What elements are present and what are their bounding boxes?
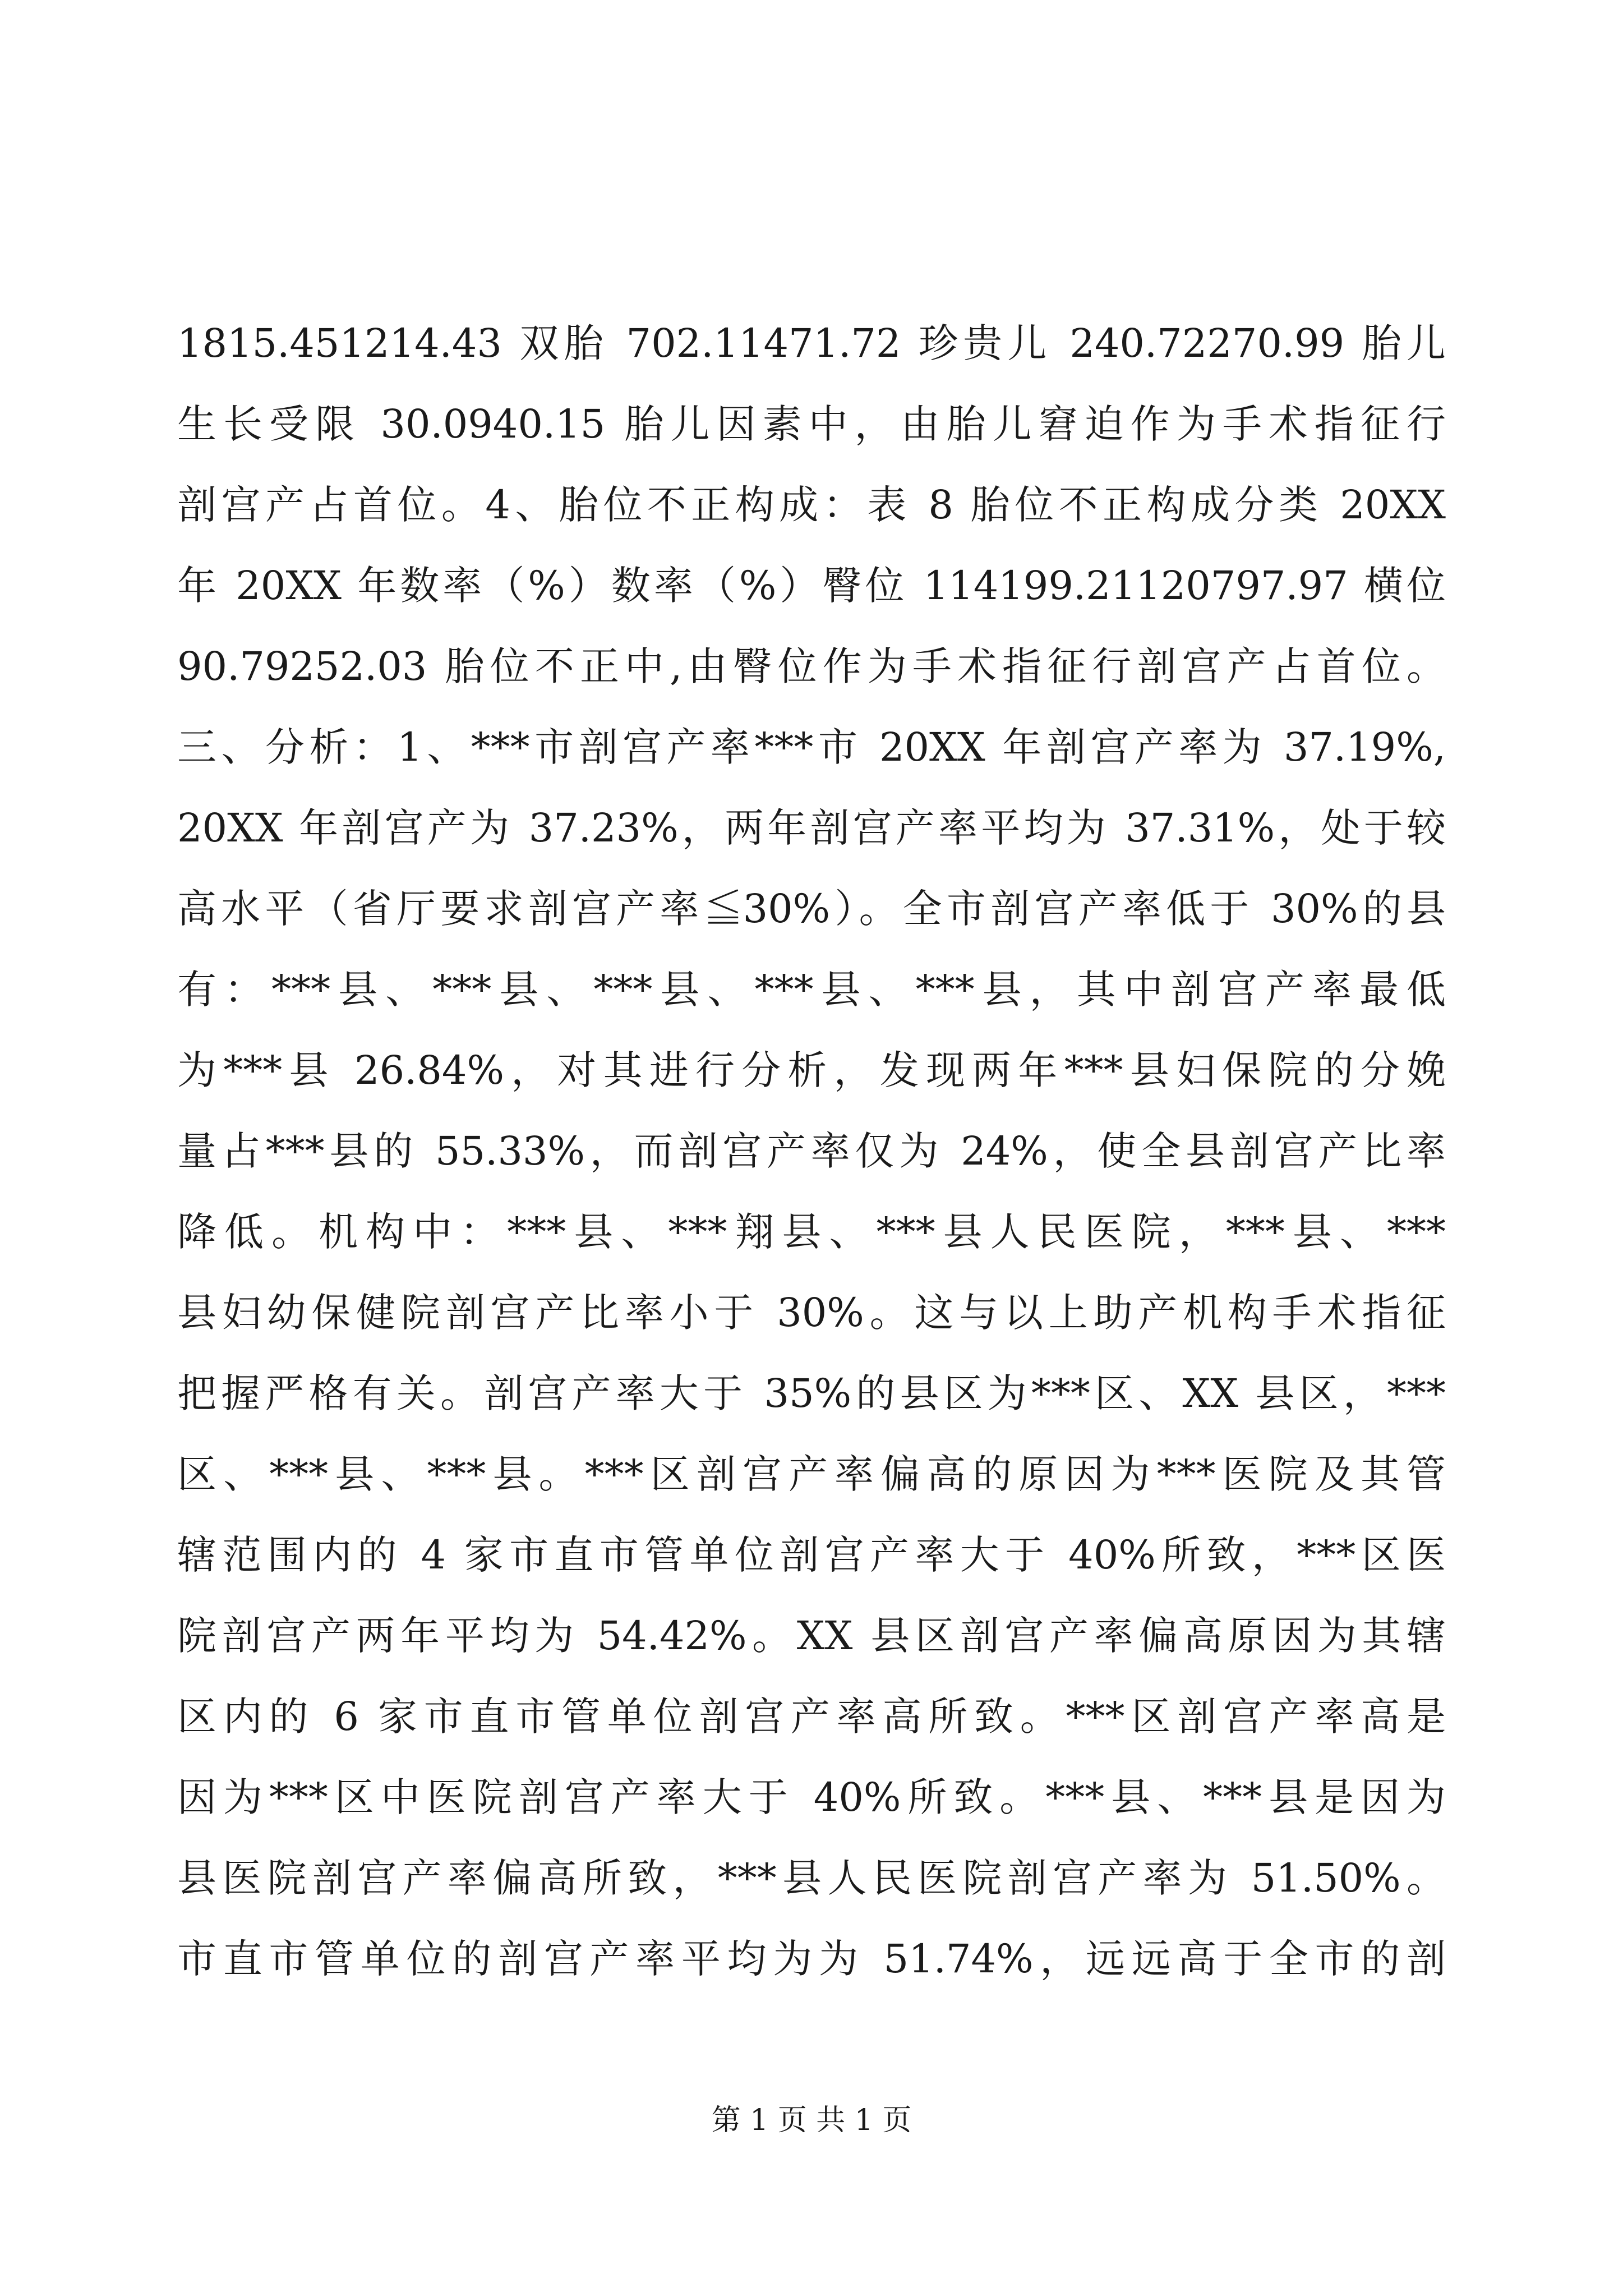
body-text (177, 303, 1446, 1999)
text-line: 县妇幼保健院剖宫产比率小于 30%。这与以上助产机构手术指征 (177, 1290, 1446, 1336)
text-line: 为***县 26.84%，对其进行分析，发现两年***县妇保院的分娩 (177, 1047, 1446, 1093)
text-line: 生长受限 30.0940.15 胎儿因素中，由胎儿窘迫作为手术指征行 (177, 401, 1446, 447)
text-line: 高水平（省厅要求剖宫产率≦30%）。全市剖宫产率低于 30%的县 (177, 886, 1446, 932)
text-line: 把握严格有关。剖宫产率大于 35%的县区为***区、XX 县区，*** (177, 1370, 1446, 1416)
text-line: 1815.451214.43 双胎 702.11471.72 珍贵儿 240.72270.99 胎儿 (177, 320, 1446, 366)
text-line: 区、***县、***县。***区剖宫产率偏高的原因为***医院及其管 (177, 1451, 1446, 1497)
text-line: 县医院剖宫产率偏高所致，***县人民医院剖宫产率为 51.50%。 (177, 1855, 1446, 1901)
text-line: 降低。机构中：***县、***翔县、***县人民医院，***县、*** (177, 1209, 1446, 1255)
text-line: 20XX 年剖宫产为 37.23%，两年剖宫产率平均为 37.31%，处于较 (177, 805, 1446, 851)
text-line: 因为***区中医院剖宫产率大于 40%所致。***县、***县是因为 (177, 1774, 1446, 1820)
text-line: 90.79252.03 胎位不正中,由臀位作为手术指征行剖宫产占首位。 (177, 643, 1446, 689)
text-line: 区内的 6 家市直市管单位剖宫产率高所致。***区剖宫产率高是 (177, 1694, 1446, 1740)
text-line: 市直市管单位的剖宫产率平均为为 51.74%，远远高于全市的剖 (177, 1936, 1446, 1982)
text-line: 量占***县的 55.33%，而剖宫产率仅为 24%，使全县剖宫产比率 (177, 1128, 1446, 1174)
page-footer: 第 1 页 共 1 页 (711, 2104, 912, 2137)
text-line: 辖范围内的 4 家市直市管单位剖宫产率大于 40%所致，***区医 (177, 1532, 1446, 1578)
text-line: 院剖宫产两年平均为 54.42%。XX 县区剖宫产率偏高原因为其辖 (177, 1613, 1446, 1659)
text-line: 剖宫产占首位。4、胎位不正构成：表 8 胎位不正构成分类 20XX (177, 482, 1446, 528)
text-line: 三、分析：1、***市剖宫产率***市 20XX 年剖宫产率为 37.19%, (177, 724, 1446, 770)
text-line: 年 20XX 年数率（%）数率（%）臀位 114199.21120797.97 横位 (177, 563, 1446, 609)
text-line: 有：***县、***县、***县、***县、***县，其中剖宫产率最低 (177, 967, 1446, 1013)
